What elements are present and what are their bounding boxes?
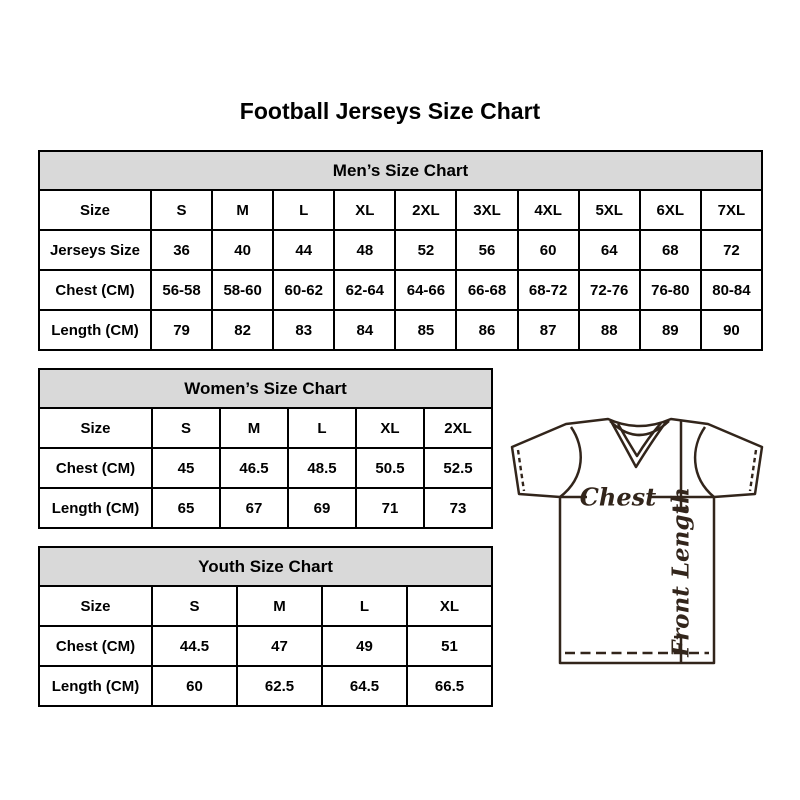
row-label: Size [39,190,151,230]
cell-value: 60-62 [273,270,334,310]
cell-value: 48.5 [288,448,356,488]
youth-size-table [38,546,493,707]
cell-value: 64-66 [395,270,456,310]
cell-value: 68-72 [518,270,579,310]
row-label: Chest (CM) [39,626,152,666]
cell-value: 58-60 [212,270,273,310]
cell-value: 66-68 [456,270,517,310]
row-label: Chest (CM) [39,270,151,310]
table-row [39,270,762,310]
cell-value: 79 [151,310,212,350]
cell-value: 90 [701,310,762,350]
cell-value: S [151,190,212,230]
table-row [39,230,762,270]
cell-value: M [212,190,273,230]
cell-value: 66.5 [407,666,492,706]
row-label: Size [39,408,152,448]
cell-value: 56 [456,230,517,270]
right-armhole-seam [695,427,714,497]
cell-value: 67 [220,488,288,528]
youth-size-table-container [38,546,493,707]
row-label: Length (CM) [39,310,151,350]
cell-value: 47 [237,626,322,666]
table-row [39,310,762,350]
cell-value: 89 [640,310,701,350]
cell-value: 65 [152,488,220,528]
cell-value: 52.5 [424,448,492,488]
cell-value: 69 [288,488,356,528]
cell-value: 88 [579,310,640,350]
cell-value: 82 [212,310,273,350]
cell-value: 60 [518,230,579,270]
cell-value: 46.5 [220,448,288,488]
cell-value: 51 [407,626,492,666]
cell-value: M [220,408,288,448]
row-label: Jerseys Size [39,230,151,270]
cell-value: 40 [212,230,273,270]
row-label: Length (CM) [39,488,152,528]
mens-size-table-container [38,150,763,351]
cell-value: 4XL [518,190,579,230]
left-armhole-seam [560,427,581,497]
cell-value: 60 [152,666,237,706]
cell-value: 71 [356,488,424,528]
cell-value: 48 [334,230,395,270]
cell-value: 5XL [579,190,640,230]
mens-size-table [38,150,763,351]
cell-value: 62.5 [237,666,322,706]
page-title: Football Jerseys Size Chart [239,98,541,124]
cell-value: 64 [579,230,640,270]
cell-value: 72 [701,230,762,270]
cell-value: 80-84 [701,270,762,310]
cell-value: 62-64 [334,270,395,310]
cell-value: 85 [395,310,456,350]
jersey-measurement-diagram [503,408,771,670]
cell-value: 45 [152,448,220,488]
table-row [39,408,492,448]
cell-value: XL [334,190,395,230]
cell-value: 72-76 [579,270,640,310]
cell-value: 56-58 [151,270,212,310]
row-label: Chest (CM) [39,448,152,488]
table-row [39,666,492,706]
cell-value: XL [407,586,492,626]
cell-value: 2XL [424,408,492,448]
cell-value: 68 [640,230,701,270]
cell-value: 50.5 [356,448,424,488]
cell-value: 84 [334,310,395,350]
mens-table-title: Men’s Size Chart [39,151,762,190]
cell-value: 52 [395,230,456,270]
cell-value: XL [356,408,424,448]
youth-table-title: Youth Size Chart [39,547,492,586]
table-row [39,586,492,626]
cell-value: 64.5 [322,666,407,706]
cell-value: 7XL [701,190,762,230]
cell-value: L [273,190,334,230]
cell-value: 44 [273,230,334,270]
womens-size-table [38,368,493,529]
row-label: Size [39,586,152,626]
cell-value: S [152,408,220,448]
row-label: Length (CM) [39,666,152,706]
womens-table-title: Women’s Size Chart [39,369,492,408]
cell-value: 49 [322,626,407,666]
cell-value: 83 [273,310,334,350]
womens-size-table-container [38,368,493,529]
cell-value: S [152,586,237,626]
cell-value: 36 [151,230,212,270]
cell-value: 6XL [640,190,701,230]
table-row [39,448,492,488]
cell-value: 87 [518,310,579,350]
chest-measure-label: Chest [579,482,657,512]
table-row [39,488,492,528]
cell-value: M [237,586,322,626]
cell-value: 86 [456,310,517,350]
cell-value: 76-80 [640,270,701,310]
front-length-measure-label: Front Length [667,487,695,657]
cell-value: 3XL [456,190,517,230]
cell-value: 73 [424,488,492,528]
cell-value: L [288,408,356,448]
table-row [39,190,762,230]
table-row [39,626,492,666]
cell-value: 44.5 [152,626,237,666]
cell-value: 2XL [395,190,456,230]
cell-value: L [322,586,407,626]
